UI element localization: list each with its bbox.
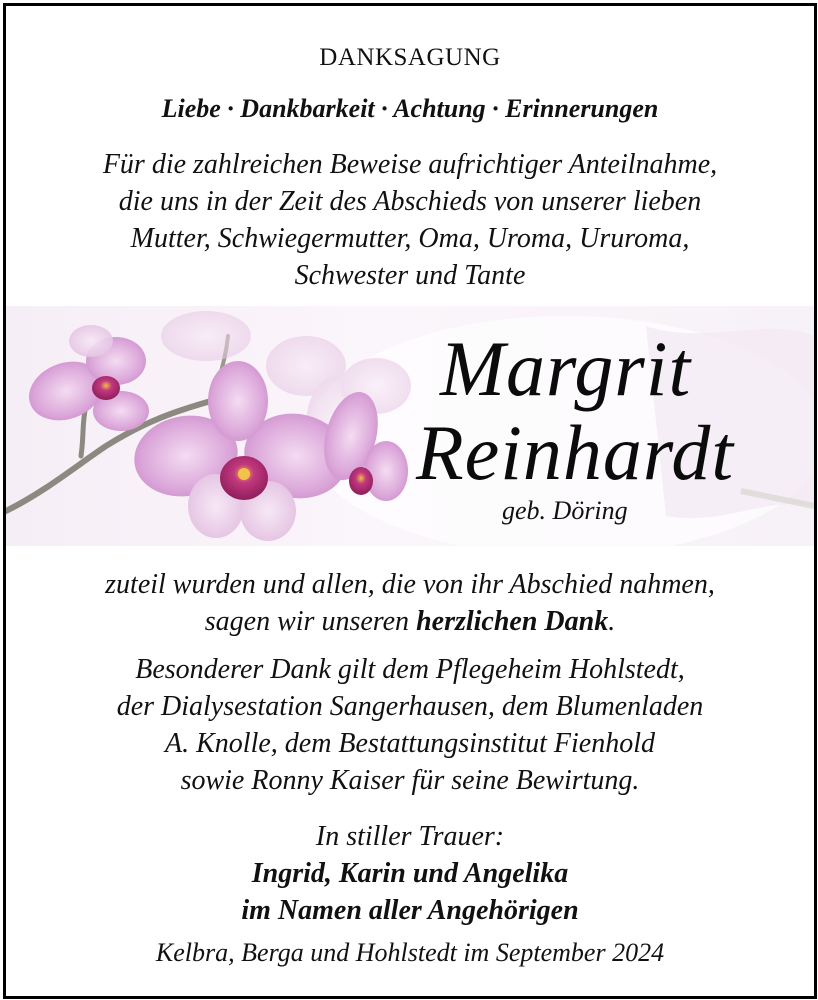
thanks-line bbox=[6, 603, 814, 640]
thanks-text bbox=[6, 566, 814, 640]
intro-text bbox=[6, 146, 814, 294]
deceased-first-name: Margrit bbox=[440, 325, 692, 412]
mourners-family: im Namen aller Angehörigen bbox=[241, 895, 579, 926]
intro-line: Schwester und Tante bbox=[294, 260, 526, 291]
special-thanks-text bbox=[6, 651, 814, 799]
intro-line: Mutter, Schwiegermutter, Oma, Uroma, Ururoma, bbox=[130, 223, 690, 254]
intro-line: die uns in der Zeit des Abschieds von unserer lieben bbox=[118, 186, 702, 217]
place-date: Kelbra, Berga und Hohlstedt im September 2024 bbox=[155, 938, 665, 967]
thanks-line: zuteil wurden und allen, die von ihr Abschied nahmen, bbox=[105, 569, 715, 600]
thanks-plain: sagen wir unseren bbox=[204, 606, 417, 637]
mourners-names: Ingrid, Karin und Angelika bbox=[251, 858, 569, 889]
notice-heading: DANKSAGUNG bbox=[319, 44, 501, 71]
maiden-name: geb. Döring bbox=[502, 496, 628, 525]
deceased-last-name: Reinhardt bbox=[416, 409, 735, 496]
intro-line: Für die zahlreichen Beweise aufrichtiger Anteilnahme, bbox=[102, 149, 718, 180]
thanks-emphasis: herzlichen Dank bbox=[416, 606, 609, 637]
special-line: Besonderer Dank gilt dem Pflegeheim Hohlstedt, bbox=[135, 654, 685, 685]
virtues-line: Liebe · Dankbarkeit · Achtung · Erinnerungen bbox=[161, 94, 659, 123]
mourning-lead: In stiller Trauer: bbox=[315, 821, 505, 852]
special-line: A. Knolle, dem Bestattungsinstitut Fienhold bbox=[165, 728, 655, 759]
thanks-period: . bbox=[608, 606, 616, 637]
special-line: der Dialysestation Sangerhausen, dem Blumenladen bbox=[116, 691, 704, 722]
obituary-notice bbox=[3, 3, 817, 999]
mourning-block bbox=[6, 818, 814, 929]
special-line: sowie Ronny Kaiser für seine Bewirtung. bbox=[180, 765, 640, 796]
